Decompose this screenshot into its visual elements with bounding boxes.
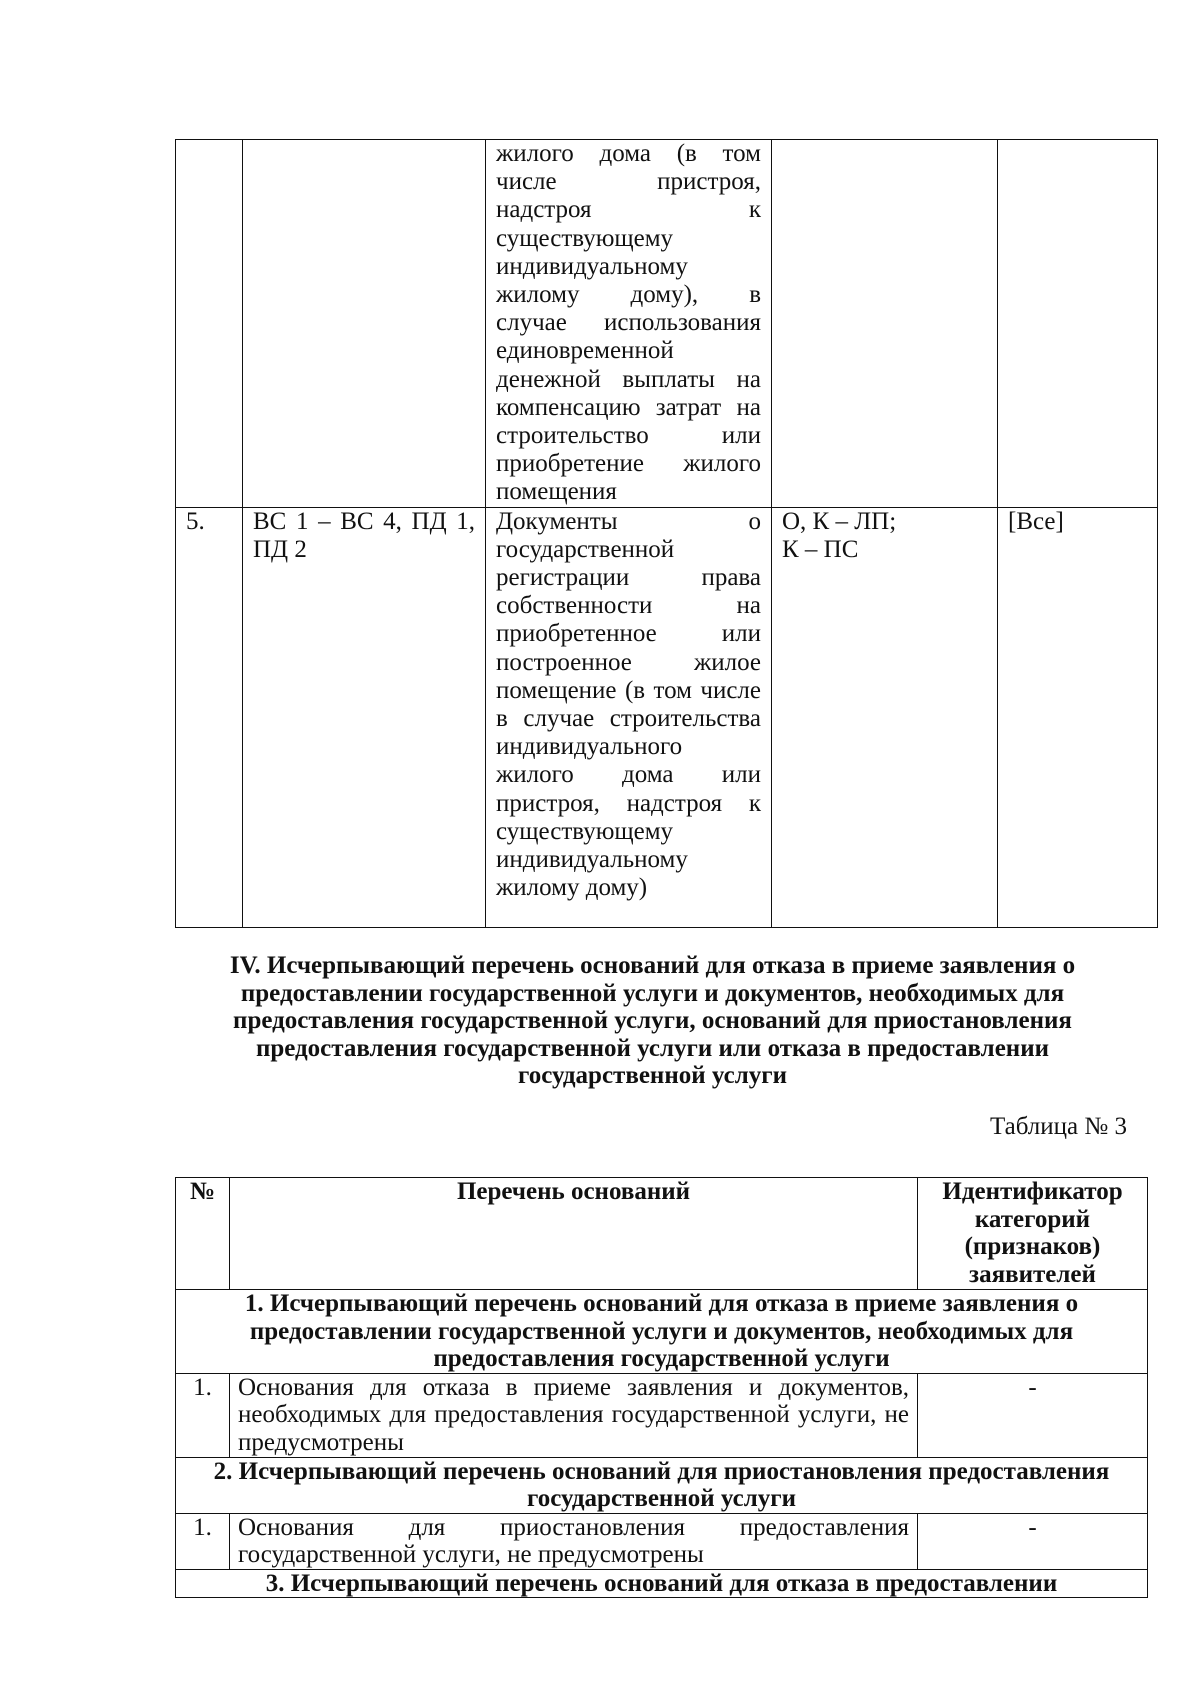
row-number: 5. bbox=[176, 507, 243, 927]
continuation-line: индивидуальному bbox=[496, 252, 688, 280]
continuation-line: единовременной bbox=[496, 337, 674, 365]
continuation-line: надстроя к bbox=[496, 196, 761, 224]
cell-empty bbox=[243, 140, 486, 508]
table-row bbox=[176, 507, 1158, 927]
continuation-line: строительство или bbox=[496, 422, 761, 450]
continuation-line: случае использования bbox=[496, 309, 761, 337]
continuation-line: приобретение жилого bbox=[496, 450, 761, 478]
table-row bbox=[176, 140, 1158, 508]
row-document-text: Документы о государственной регистрации права собственности на приобретенное или построенное жилое помещение (в том числе в случае строительства индивидуального жилого дома или пристроя, надстроя к существующему индивидуальному жилому дому) bbox=[486, 507, 772, 927]
section-title: 2. Исчерпывающий перечень оснований для приостановления предоставления государственной услуги bbox=[176, 1457, 1148, 1513]
continuation-line: жилому дому), в bbox=[496, 281, 761, 309]
cell-empty bbox=[998, 140, 1158, 508]
row-form-cell bbox=[772, 507, 998, 927]
section-row bbox=[176, 1290, 1148, 1374]
section-title: 1. Исчерпывающий перечень оснований для отказа в приеме заявления о предоставлении государственной услуги и документов, необходимых для предоставления государственной услуги bbox=[176, 1290, 1148, 1374]
row-identifier: - bbox=[918, 1513, 1148, 1569]
row-form-line: О, К – ЛП; bbox=[782, 507, 897, 535]
table-row bbox=[176, 1513, 1148, 1569]
continuation-lines bbox=[496, 140, 761, 507]
cell-empty bbox=[176, 140, 243, 508]
row-category: [Все] bbox=[998, 507, 1158, 927]
row-number: 1. bbox=[176, 1513, 230, 1569]
grounds-table bbox=[175, 1177, 1148, 1598]
documents-table-continued bbox=[175, 139, 1158, 928]
header-grounds: Перечень оснований bbox=[230, 1178, 918, 1290]
continuation-line: денежной выплаты на bbox=[496, 365, 761, 393]
continuation-line: компенсацию затрат на bbox=[496, 393, 761, 421]
section-title: 3. Исчерпывающий перечень оснований для отказа в предоставлении bbox=[176, 1569, 1148, 1598]
cell-continuation-text bbox=[486, 140, 772, 508]
header-number: № bbox=[176, 1178, 230, 1290]
table-label: Таблица № 3 bbox=[989, 1113, 1127, 1140]
cell-empty bbox=[772, 140, 998, 508]
row-identifiers: ВС 1 – ВС 4, ПД 1, ПД 2 bbox=[243, 507, 486, 927]
header-identifier: Идентификатор категорий (признаков) заявителей bbox=[918, 1178, 1148, 1290]
section-row bbox=[176, 1569, 1148, 1598]
continuation-line: помещения bbox=[496, 478, 617, 506]
row-text: Основания для отказа в приеме заявления и документов, необходимых для предоставления государственной услуги, не предусмотрены bbox=[230, 1373, 918, 1457]
row-text: Основания для приостановления предоставления государственной услуги, не предусмотрены bbox=[230, 1513, 918, 1569]
continuation-line: жилого дома (в том bbox=[496, 140, 761, 167]
row-number: 1. bbox=[176, 1373, 230, 1457]
section-heading: IV. Исчерпывающий перечень оснований для отказа в приеме заявления о предоставлении государственной услуги и документов, необходимых для предоставления государственной услуги, оснований для приостановления предоставления государственной услуги или отказа в предоставлении государственной услуги bbox=[229, 952, 1076, 1089]
row-identifier: - bbox=[918, 1373, 1148, 1457]
continuation-line: числе пристроя, bbox=[496, 168, 761, 196]
table-header-row bbox=[176, 1178, 1148, 1290]
table-row bbox=[176, 1373, 1148, 1457]
row-form-line: К – ПС bbox=[782, 535, 859, 563]
continuation-line: существующему bbox=[496, 224, 674, 252]
section-row bbox=[176, 1457, 1148, 1513]
